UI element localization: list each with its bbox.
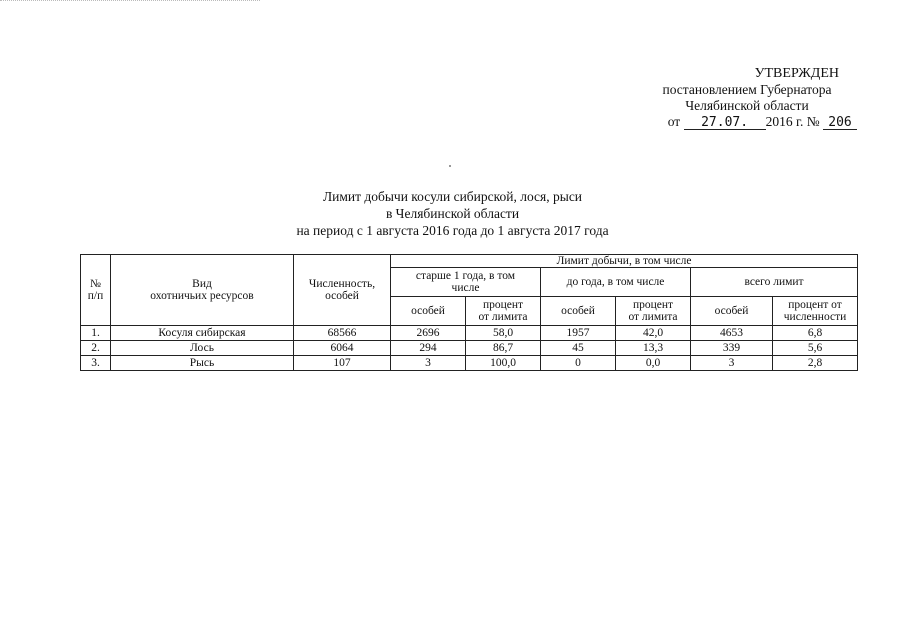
title-line-1: Лимит добычи косули сибирской, лося, рыси <box>322 189 583 204</box>
handwritten-date: 27.07. <box>684 116 766 130</box>
scan-dot <box>449 165 451 167</box>
cell-under-count: 45 <box>541 341 616 356</box>
header-older-count: особей <box>391 297 466 326</box>
cell-population: 6064 <box>294 341 391 356</box>
header-under: до года, в том числе <box>541 268 691 297</box>
approval-line-1: постановлением Губернатора <box>662 82 832 97</box>
header-row-1 <box>81 255 858 268</box>
cell-species: Косуля сибирская <box>111 326 294 341</box>
title-line-2: в Челябинской области <box>385 206 520 221</box>
date-suffix: 2016 г. № <box>765 114 820 129</box>
cell-num: 3. <box>81 356 111 371</box>
cell-older-count: 2696 <box>391 326 466 341</box>
cell-under-count: 0 <box>541 356 616 371</box>
table-row <box>81 326 858 341</box>
approval-heading: УТВЕРЖДЕН <box>754 66 839 81</box>
cell-older-pct: 86,7 <box>466 341 541 356</box>
table-row <box>81 341 858 356</box>
cell-total-pct: 5,6 <box>773 341 858 356</box>
cell-older-count: 3 <box>391 356 466 371</box>
header-under-count: особей <box>541 297 616 326</box>
cell-population: 107 <box>294 356 391 371</box>
cell-under-pct: 42,0 <box>616 326 691 341</box>
header-limit-group: Лимит добычи, в том числе <box>391 255 858 268</box>
header-older-pct: процент от лимита <box>466 297 541 326</box>
scan-artifact <box>0 0 260 4</box>
handwritten-number: 206 <box>823 116 857 130</box>
cell-population: 68566 <box>294 326 391 341</box>
header-total-count: особей <box>691 297 773 326</box>
cell-species: Рысь <box>111 356 294 371</box>
cell-under-count: 1957 <box>541 326 616 341</box>
approval-date-line <box>637 114 857 130</box>
date-prefix: от <box>667 114 681 129</box>
limits-table <box>80 254 858 371</box>
header-under-pct: процент от лимита <box>616 297 691 326</box>
cell-num: 1. <box>81 326 111 341</box>
cell-num: 2. <box>81 341 111 356</box>
approval-stamp <box>637 66 857 130</box>
document-title <box>0 188 905 239</box>
cell-older-pct: 58,0 <box>466 326 541 341</box>
cell-total-pct: 6,8 <box>773 326 858 341</box>
approval-line-2: Челябинской области <box>685 98 809 113</box>
header-species: Вид охотничьих ресурсов <box>111 255 294 326</box>
header-older: старше 1 года, в том числе <box>391 268 541 297</box>
cell-total-count: 339 <box>691 341 773 356</box>
header-total-pct: процент от численности <box>773 297 858 326</box>
cell-under-pct: 13,3 <box>616 341 691 356</box>
cell-total-pct: 2,8 <box>773 356 858 371</box>
cell-species: Лось <box>111 341 294 356</box>
header-total: всего лимит <box>691 268 858 297</box>
cell-total-count: 3 <box>691 356 773 371</box>
cell-total-count: 4653 <box>691 326 773 341</box>
cell-older-count: 294 <box>391 341 466 356</box>
header-population: Численность, особей <box>294 255 391 326</box>
title-line-3: на период с 1 августа 2016 года до 1 августа 2017 года <box>296 223 609 238</box>
header-num: № п/п <box>81 255 111 326</box>
cell-older-pct: 100,0 <box>466 356 541 371</box>
cell-under-pct: 0,0 <box>616 356 691 371</box>
table-row <box>81 356 858 371</box>
